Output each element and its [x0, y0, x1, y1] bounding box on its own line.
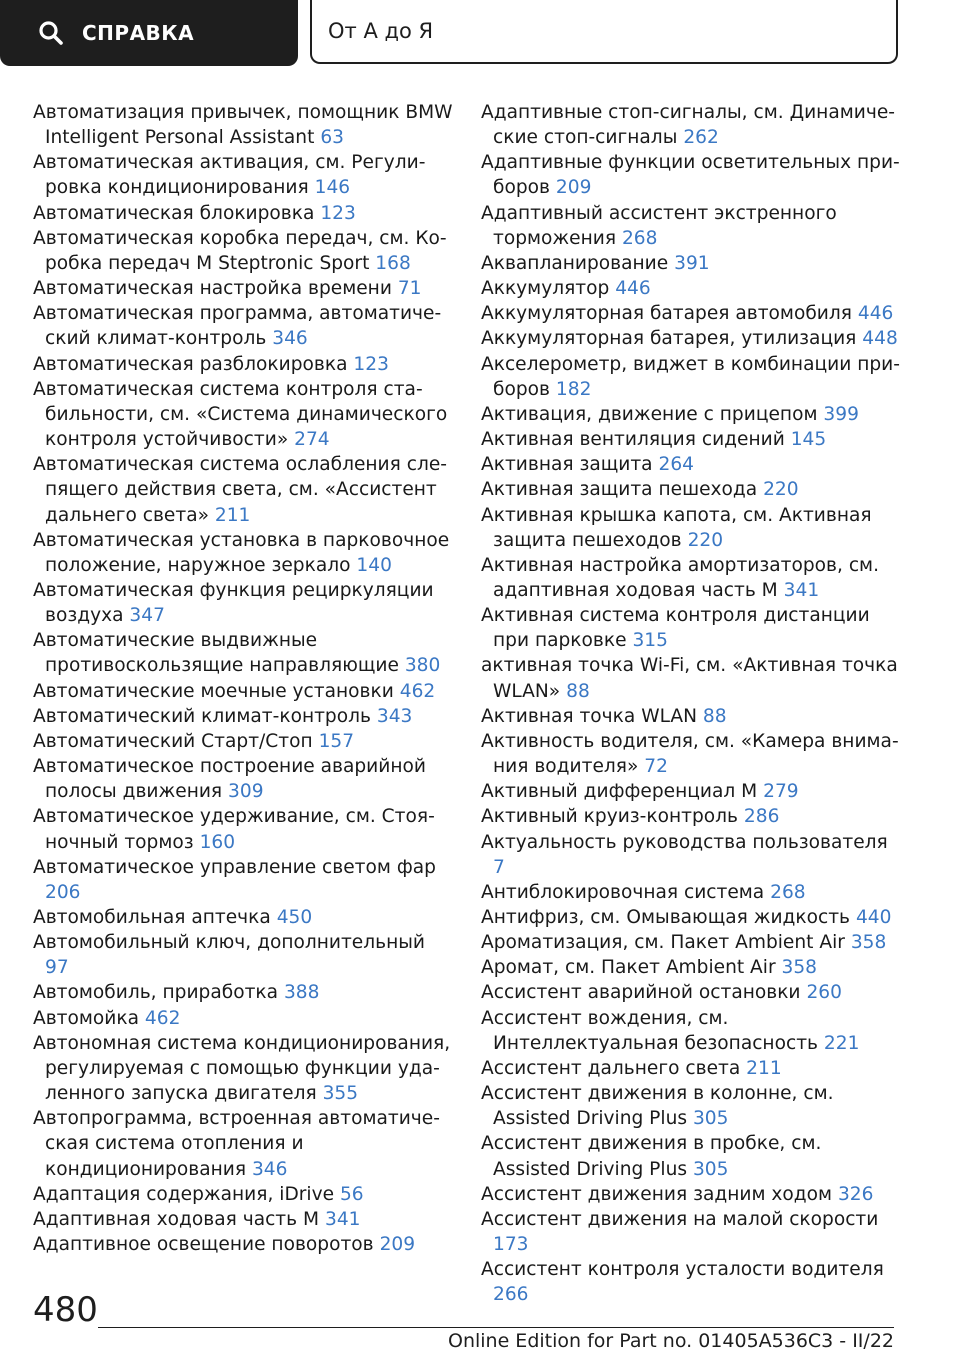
index-entry-text: Активная настройка амортизаторов, см. адаптивная ходовая часть M	[481, 554, 879, 601]
index-entry-text: Антифриз, см. Омывающая жидкость	[481, 907, 851, 928]
page-link[interactable]: 346	[272, 328, 308, 350]
index-entry	[33, 201, 453, 226]
search-tab-label: СПРАВКА	[82, 21, 195, 45]
index-entry	[33, 1031, 453, 1106]
page-link[interactable]: 343	[376, 705, 413, 727]
page-link[interactable]: 260	[806, 982, 842, 1004]
index-entry	[33, 855, 453, 905]
page-link[interactable]: 268	[770, 881, 806, 903]
page-link[interactable]: 388	[283, 982, 320, 1004]
index-entry	[481, 955, 901, 980]
page-link[interactable]: 63	[320, 127, 344, 149]
index-entry	[481, 352, 901, 402]
page-link[interactable]: 347	[129, 605, 165, 627]
page-link[interactable]: 56	[339, 1183, 364, 1205]
page-link[interactable]: 123	[353, 353, 389, 375]
page-link[interactable]: 160	[199, 831, 236, 853]
index-entry-text: Активная защита пешехода	[481, 479, 758, 501]
page-link[interactable]: 446	[615, 278, 651, 300]
index-entry-text: Адаптивное освещение поворотов	[33, 1234, 374, 1256]
page-link[interactable]: 209	[555, 177, 592, 199]
index-entry	[33, 1006, 453, 1031]
index-entry-text: Адаптивный ассистент экстренного торможения	[481, 202, 837, 249]
index-entry-text: Аккумулятор	[481, 278, 610, 300]
index-entry	[481, 100, 901, 150]
index-entry	[33, 1182, 453, 1207]
index-entry-text: Ассистент аварийной остановки	[481, 982, 801, 1004]
index-entry	[33, 100, 453, 150]
index-entry-text: Адаптация содержания, iDrive	[33, 1183, 335, 1205]
index-entry	[481, 477, 901, 502]
index-entry-text: Активность водителя, см. «Камера внимания водителя»	[481, 730, 899, 778]
page-link[interactable]: 157	[318, 730, 355, 752]
index-entry	[33, 150, 453, 200]
page-link[interactable]: 206	[45, 881, 81, 903]
index-entry-text: Активный дифференциал M	[481, 781, 758, 803]
index-entry	[481, 779, 901, 804]
index-entry-text: Ассистент движения в пробке, см. Assisted Driving Plus	[481, 1133, 822, 1180]
index-entry	[33, 226, 453, 276]
search-tab[interactable]	[0, 0, 298, 66]
page-link[interactable]: 211	[214, 504, 251, 526]
index-entry-text: Адаптивные функции осветительных приборов	[481, 152, 900, 199]
index-entry-text: Ассистент контроля усталости водителя	[481, 1259, 884, 1281]
index-entry	[481, 830, 901, 880]
index-entry	[33, 804, 453, 854]
page-link[interactable]: 399	[823, 403, 859, 425]
page-number: 480	[33, 1290, 98, 1330]
index-entry-text: Автоматическое построение аварийной полосы движения	[33, 756, 426, 803]
index-entry-text: Автоматическая программа, автоматический климат-контроль	[33, 303, 442, 350]
index-entry-text: Ассистент движения в колонне, см. Assisted Driving Plus	[481, 1083, 834, 1130]
index-entry	[33, 578, 453, 628]
index-entry	[33, 628, 453, 678]
index-entry-text: Ассистент движения задним ходом	[481, 1183, 833, 1205]
page-link[interactable]: 97	[45, 957, 69, 979]
index-entry	[481, 553, 901, 603]
index-entry-text: Автоматическая установка в парковочное положение, наружное зеркало	[33, 529, 450, 576]
page-link[interactable]: 279	[763, 781, 799, 803]
index-entry-text: Активный круиз-контроль	[481, 806, 738, 828]
index-entry	[33, 301, 453, 351]
index-entry	[481, 503, 901, 553]
page-link[interactable]: 346	[251, 1158, 288, 1180]
page-link[interactable]: 305	[692, 1108, 729, 1130]
index-entry	[33, 352, 453, 377]
index-entry-text: Аромат, см. Пакет Ambient Air	[481, 957, 776, 979]
page-link[interactable]: 315	[632, 630, 668, 652]
index-entry	[33, 1106, 453, 1181]
index-entry	[481, 427, 901, 452]
page-link[interactable]: 462	[399, 680, 436, 702]
page-link[interactable]: 182	[555, 378, 592, 400]
index-entry	[481, 1207, 901, 1257]
index-entry	[481, 603, 901, 653]
index-entry	[481, 905, 901, 930]
index-entry	[481, 201, 901, 251]
atoz-tab-label: От А до Я	[328, 19, 434, 43]
index-entry-text: Автопрограмма, встроенная автоматическая система отопления и кондиционирования	[33, 1108, 440, 1180]
page-link[interactable]: 462	[144, 1007, 181, 1029]
index-entry-text: Адаптивная ходовая часть M	[33, 1208, 320, 1230]
index-entry-text: Аккумуляторная батарея, утилизация	[481, 328, 857, 350]
footer-divider	[98, 1327, 894, 1328]
index-entry	[481, 1131, 901, 1181]
index-entry	[33, 276, 453, 301]
index-entry-text: Автоматическая настройка времени	[33, 278, 392, 300]
index-entry	[481, 251, 901, 276]
page-link[interactable]: 268	[621, 227, 658, 249]
page-link[interactable]: 358	[781, 957, 818, 979]
page-link[interactable]: 168	[375, 252, 411, 274]
page-link[interactable]: 72	[644, 756, 668, 778]
page-link[interactable]: 341	[783, 579, 820, 601]
index-entry	[481, 1056, 901, 1081]
page-link[interactable]: 391	[674, 252, 710, 274]
index-entry	[481, 653, 901, 703]
index-entry	[33, 679, 453, 704]
index-column-right	[481, 100, 901, 1308]
page-link[interactable]: 173	[493, 1234, 529, 1256]
index-entry-text: Автоматические выдвижные противоскользящие направляющие	[33, 630, 399, 677]
index-column-left	[33, 100, 453, 1257]
index-entry-text: Активная система контроля дистанции при парковке	[481, 605, 870, 652]
index-entry	[481, 704, 901, 729]
index-entry-text: активная точка Wi-Fi, см. «Активная точка WLAN»	[481, 655, 898, 702]
page-link[interactable]: 326	[837, 1183, 874, 1205]
index-entry	[481, 1081, 901, 1131]
page-link[interactable]: 341	[324, 1208, 361, 1230]
index-entry-text: Автоматизация привычек, помощник BMW Intelligent Personal Assistant	[33, 102, 453, 149]
index-entry-text: Автоматический Старт/Стоп	[33, 730, 313, 752]
page-link[interactable]: 309	[228, 781, 264, 803]
index-entry	[481, 276, 901, 301]
index-entry	[33, 980, 453, 1005]
index-entry-text: Автоматическая функция рециркуляции воздуха	[33, 579, 434, 627]
page-link[interactable]: 211	[746, 1057, 782, 1079]
index-entry	[33, 528, 453, 578]
index-entry-text: Актуальность руководства пользователя	[481, 831, 888, 853]
index-entry-text: Автоматическая разблокировка	[33, 353, 348, 375]
page-link[interactable]: 262	[683, 127, 719, 149]
index-entry-text: Активная вентиляция сидений	[481, 429, 785, 451]
index-entry-text: Автоматические моечные установки	[33, 680, 394, 702]
index-entry	[481, 729, 901, 779]
page-link[interactable]: 286	[743, 806, 780, 828]
index-entry	[33, 1232, 453, 1257]
index-entry-text: Ассистент движения на малой скорости	[481, 1208, 879, 1230]
page-link[interactable]: 266	[493, 1284, 529, 1306]
index-entry	[481, 980, 901, 1005]
index-entry-text: Автоматическое удерживание, см. Стояночный тормоз	[33, 806, 435, 853]
page-link[interactable]: 358	[850, 932, 887, 954]
index-entry-text: Активная крышка капота, см. Активная защита пешеходов	[481, 504, 872, 551]
page-link[interactable]: 440	[855, 907, 892, 928]
index-entry-text: Адаптивные стоп-сигналы, см. Динамические стоп-сигналы	[481, 102, 895, 149]
index-entry-text: Ассистент дальнего света	[481, 1057, 741, 1079]
index-entry	[33, 729, 453, 754]
page-link[interactable]: 140	[356, 554, 392, 576]
atoz-tab[interactable]	[310, 0, 898, 64]
index-entry	[33, 754, 453, 804]
page-link[interactable]: 123	[320, 202, 356, 224]
index-entry-text: Автоматическая система контроля стабильности, см. «Система динамического контроля устойчивости»	[33, 378, 448, 451]
index-entry	[481, 1257, 901, 1307]
index-entry-text: Активная точка WLAN	[481, 705, 697, 727]
index-entry-text: Автоматическая система ослабления слепящего действия света, см. «Ассистент дальнего света»	[33, 454, 447, 526]
page-link[interactable]: 220	[687, 529, 724, 551]
index-entry-text: Аккумуляторная батарея автомобиля	[481, 303, 852, 325]
top-navigation	[0, 0, 960, 66]
index-entry-text: Автомобильная аптечка	[33, 907, 271, 928]
page-link[interactable]: 355	[322, 1083, 359, 1105]
index-entry-text: Автомобильный ключ, дополнительный	[33, 932, 426, 954]
page-link[interactable]: 220	[763, 479, 799, 501]
page-link[interactable]: 88	[702, 705, 727, 727]
index-entry	[33, 452, 453, 527]
page-link[interactable]: 448	[862, 328, 898, 350]
index-entry	[481, 804, 901, 829]
page-link[interactable]: 145	[790, 429, 827, 451]
index-entry-text: Аквапланирование	[481, 252, 669, 274]
index-entry	[33, 704, 453, 729]
index-entry	[481, 1006, 901, 1056]
edition-footer: Online Edition for Part no. 01405A536C3 - II/22	[447, 1330, 894, 1352]
index-entry-text: Автоматическая коробка передач, см. Коробка передач M Steptronic Sport	[33, 227, 447, 274]
page-link[interactable]: 446	[857, 303, 894, 325]
index-entry-text: Автомобиль, приработка	[33, 982, 279, 1004]
index-entry-text: Активация, движение с прицепом	[481, 403, 818, 425]
page-link[interactable]: 146	[314, 177, 351, 199]
page-link[interactable]: 274	[294, 429, 330, 451]
page-link[interactable]: 88	[566, 680, 590, 702]
page-link[interactable]: 7	[493, 856, 505, 878]
index-entry	[481, 402, 901, 427]
index-entry-text: Антиблокировочная система	[481, 881, 765, 903]
index-entry-text: Автоматическая активация, см. Регулировка кондиционирования	[33, 152, 426, 199]
index-entry	[33, 930, 453, 980]
index-entry	[481, 880, 901, 905]
index-entry-text: Ассистент вождения, см. Интеллектуальная безопасность	[481, 1007, 818, 1054]
index-entry-text: Автоматическая блокировка	[33, 202, 315, 224]
page-link[interactable]: 209	[379, 1234, 416, 1256]
page-link[interactable]: 305	[692, 1158, 729, 1180]
index-entry-text: Автомойка	[33, 1007, 139, 1029]
index-entry	[481, 1182, 901, 1207]
search-icon	[38, 19, 66, 47]
index-entry	[481, 930, 901, 955]
index-entry	[33, 905, 453, 930]
index-entry-text: Акселерометр, виджет в комбинации приборов	[481, 353, 900, 400]
index-entry-text: Активная защита	[481, 454, 653, 476]
index-entry	[33, 377, 453, 452]
index-entry	[481, 150, 901, 200]
index-entry-text: Автономная система кондиционирования, регулируемая с помощью функции удаленного запуска двигателя	[33, 1032, 451, 1105]
page-link[interactable]: 71	[397, 278, 422, 300]
index-entry	[481, 326, 901, 351]
index-entry-text: Автоматическое управление светом фар	[33, 856, 436, 878]
index-entry	[481, 301, 901, 326]
page-link[interactable]: 380	[404, 655, 441, 677]
index-entry-text: Автоматический климат-контроль	[33, 705, 371, 727]
index-entry	[481, 452, 901, 477]
page-link[interactable]: 221	[823, 1032, 860, 1054]
index-entry	[33, 1207, 453, 1232]
index-entry-text: Ароматизация, см. Пакет Ambient Air	[481, 932, 845, 954]
page-link[interactable]: 450	[276, 907, 313, 928]
page-link[interactable]: 264	[658, 454, 694, 476]
